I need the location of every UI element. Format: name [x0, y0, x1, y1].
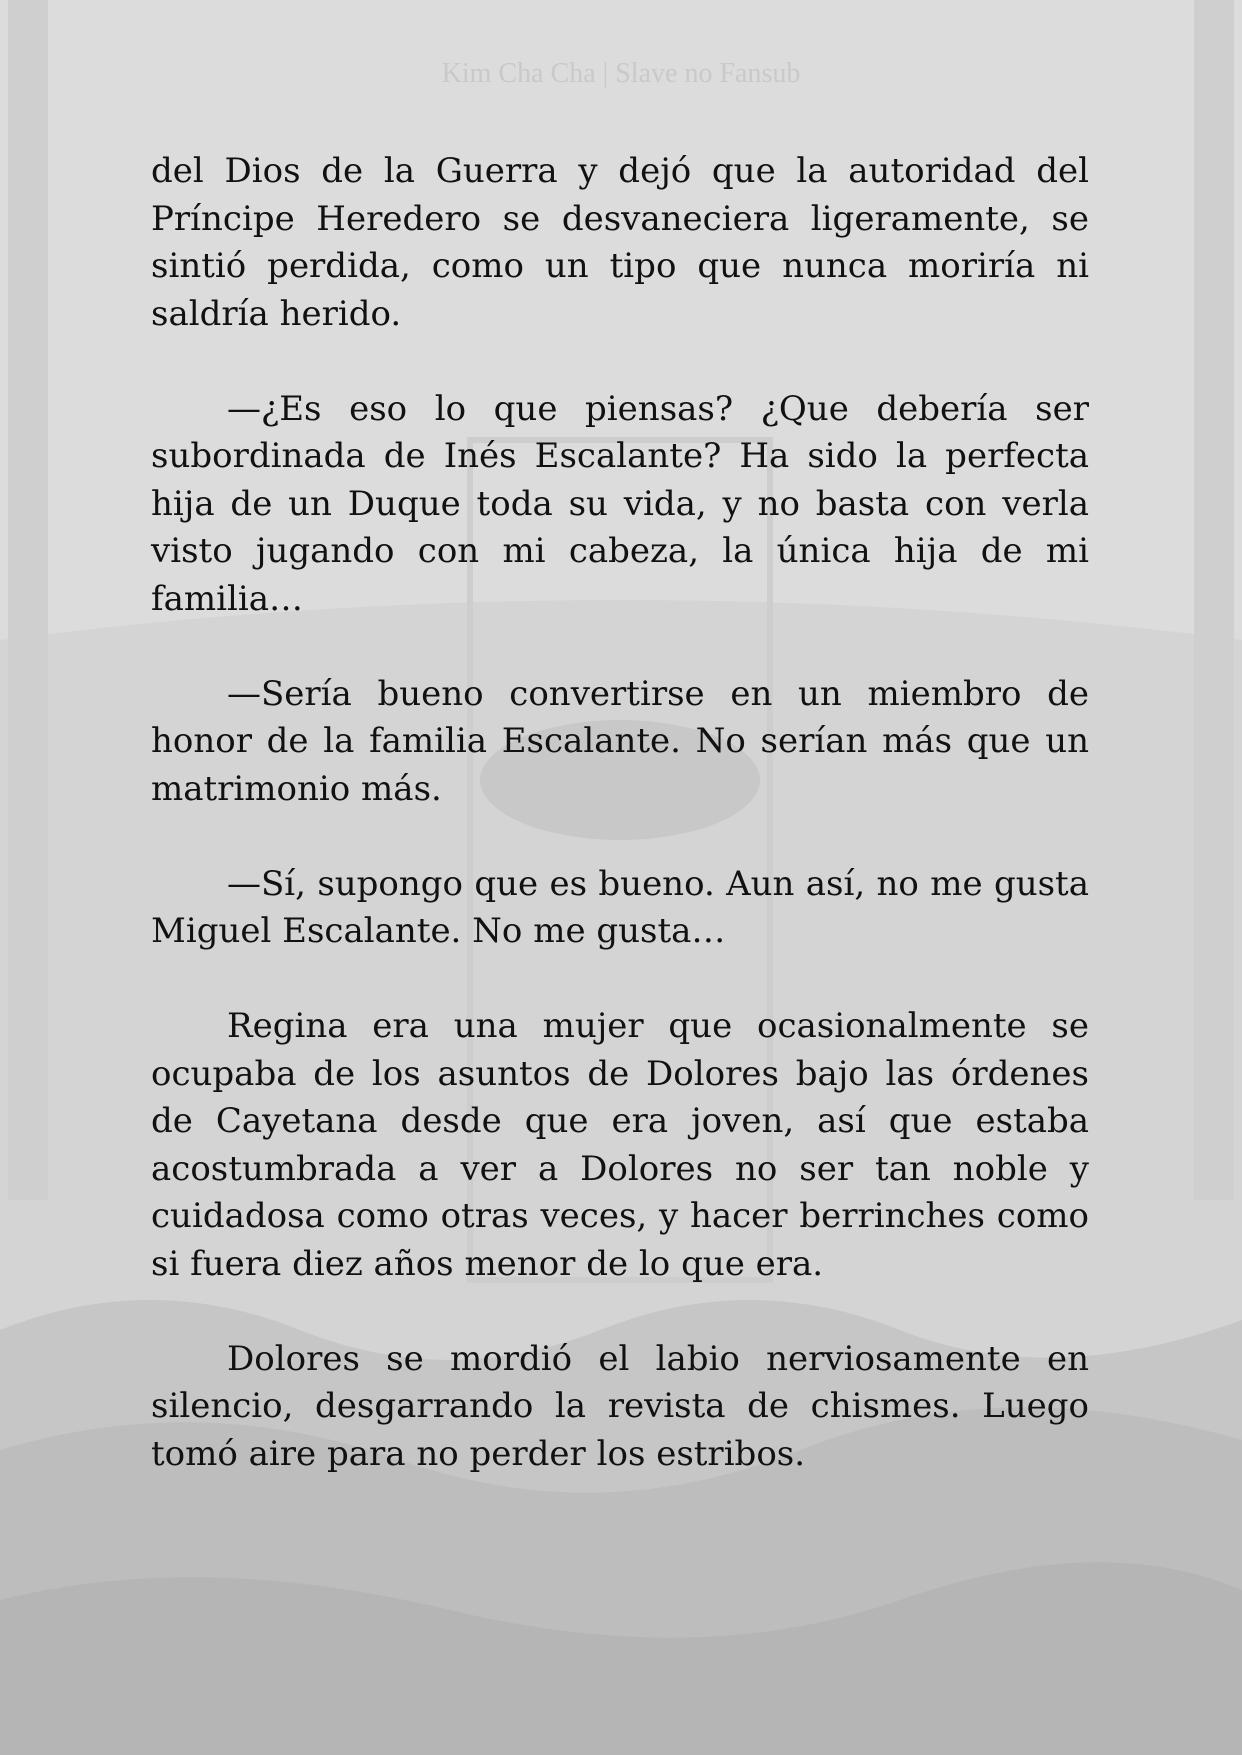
- page-header: Kim Cha Cha | Slave no Fansub: [441, 58, 801, 89]
- paragraph: Regina era una mujer que ocasionalmente se ocupaba de los asuntos de Dolores bajo las órdenes de Cayetana desde que era joven, así que estaba acostumbrada a ver a Dolores no ser tan noble y cuidadosa como otras veces, y hacer berrinches como si fuera diez años menor de lo que era.: [151, 1006, 1089, 1284]
- paragraph: —¿Es eso lo que piensas? ¿Que debería ser subordinada de Inés Escalante? Ha sido la perfecta hija de un Duque toda su vida, y no basta con verla visto jugando con mi cabeza, la única hija de mi familia…: [151, 388, 1089, 619]
- paragraph: del Dios de la Guerra y dejó que la autoridad del Príncipe Heredero se desvaneciera ligeramente, se sintió perdida, como un tipo que nunca moriría ni saldría herido.: [151, 151, 1089, 334]
- document-body: [151, 148, 1089, 1526]
- paragraph: —Sería bueno convertirse en un miembro de honor de la familia Escalante. No serían más que un matrimonio más.: [151, 673, 1089, 809]
- paragraph: —Sí, supongo que es bueno. Aun así, no me gusta Miguel Escalante. No me gusta…: [151, 863, 1089, 951]
- paragraph: Dolores se mordió el labio nerviosamente en silencio, desgarrando la revista de chismes. Luego tomó aire para no perder los estribos.: [151, 1338, 1089, 1474]
